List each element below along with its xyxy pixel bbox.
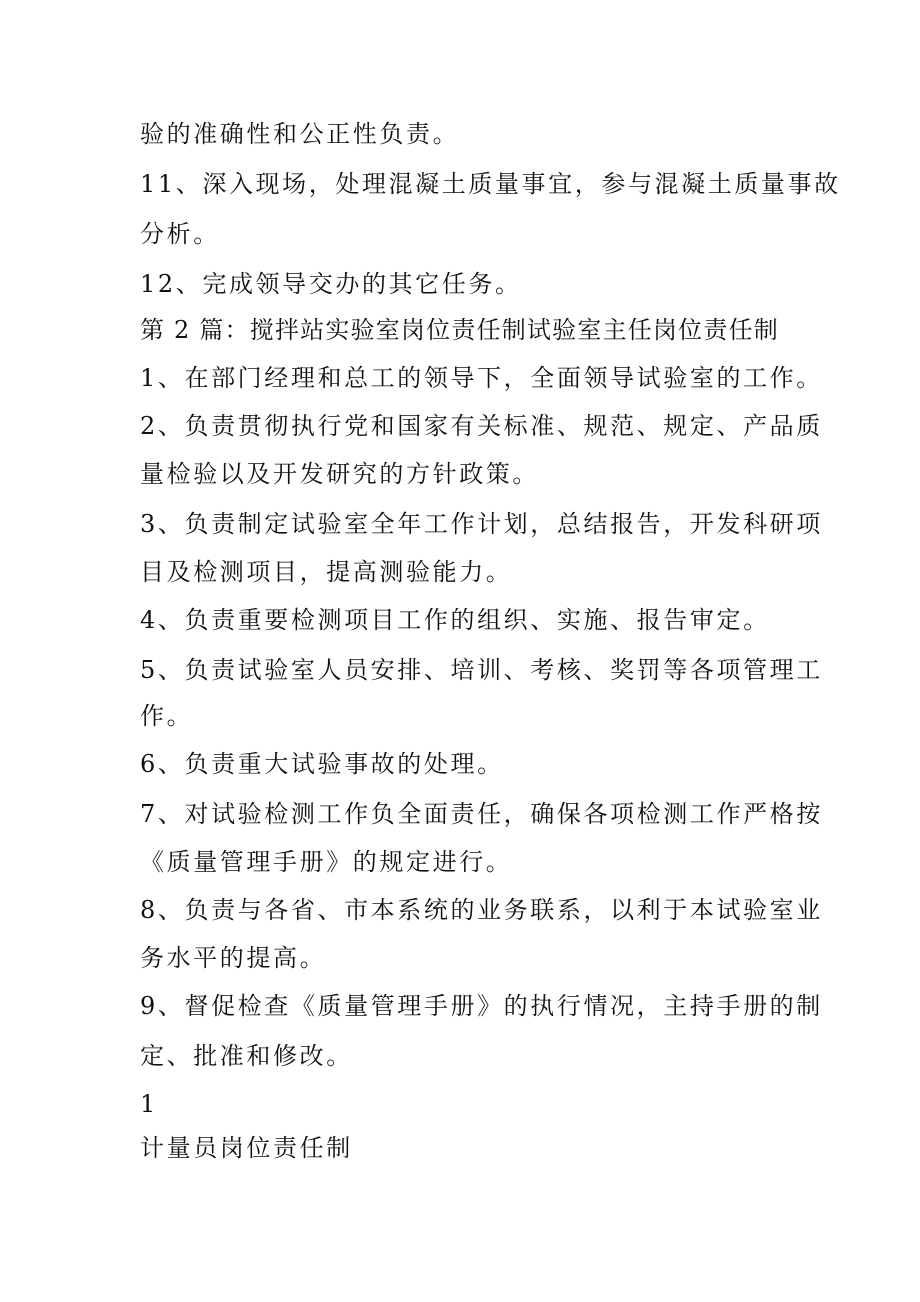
text-line-10: 目及检测项目，提高测验能力。 [140, 558, 513, 586]
text-line-16: 《质量管理手册》的规定进行。 [140, 848, 513, 876]
text-line-11: 4、负责重要检测项目工作的组织、实施、报告审定。 [140, 606, 770, 634]
text-line-12: 5、负责试验室人员安排、培训、考核、奖罚等各项管理工 [140, 656, 823, 684]
text-line-15: 7、对试验检测工作负全面责任，确保各项检测工作严格按 [140, 800, 823, 828]
section-title: 计量员岗位责任制 [140, 1134, 353, 1162]
text-line-20: 定、批准和修改。 [140, 1042, 353, 1070]
text-line-1: 验的准确性和公正性负责。 [140, 120, 460, 148]
text-line-9: 3、负责制定试验室全年工作计划，总结报告，开发科研项 [140, 510, 823, 538]
text-line-13: 作。 [140, 702, 194, 730]
text-line-7: 2、负责贯彻执行党和国家有关标准、规范、规定、产品质 [140, 412, 823, 440]
text-line-14: 6、负责重大试验事故的处理。 [140, 750, 504, 778]
text-line-18: 务水平的提高。 [140, 944, 327, 972]
text-line-8: 量检验以及开发研究的方针政策。 [140, 460, 539, 488]
text-line-3: 分析。 [140, 220, 220, 248]
chapter-heading: 第 2 篇：搅拌站实验室岗位责任制试验室主任岗位责任制 [140, 316, 779, 344]
text-line-2: 11、深入现场，处理混凝土质量事宜，参与混凝土质量事故 [140, 170, 841, 198]
text-line-19: 9、督促检查《质量管理手册》的执行情况，主持手册的制 [140, 992, 823, 1020]
text-line-6: 1、在部门经理和总工的领导下，全面领导试验室的工作。 [140, 364, 823, 392]
page-number: 1 [140, 1090, 158, 1118]
text-line-4: 12、完成领导交办的其它任务。 [140, 270, 522, 298]
text-line-17: 8、负责与各省、市本系统的业务联系，以利于本试验室业 [140, 896, 823, 924]
